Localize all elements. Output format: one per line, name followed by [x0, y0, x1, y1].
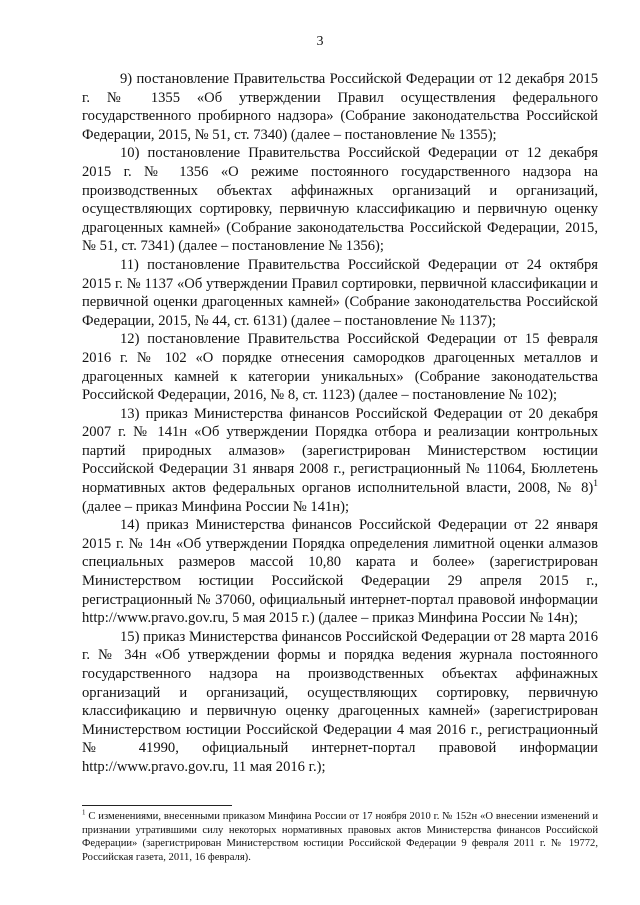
- footnote-1: [82, 810, 598, 864]
- list-item-11: 11) постановление Правительства Российской Федерации от 24 октября 2015 г. № 1137 «Об утверждении Правил сортировки, первичной классификации и первичной оценки драгоценных камней» (Собрание законодательства Российской Федерации, 2015, № 44, ст. 6131) (далее – постановление № 1137);: [82, 256, 598, 329]
- footnote-separator: [82, 805, 232, 806]
- footnotes: [82, 810, 598, 864]
- footnote-text: С изменениями, внесенными приказом Минфина России от 17 ноября 2010 г. № 152н «О внесении изменений и признании утратившими силу некоторых нормативных правовых актов Министерства финансов Российской Федерации» (зарегистрирован Министерством юстиции Российской Федерации 9 февраля 2011 г. № 19772, Российская газета, 2011, 16 февраля).: [82, 811, 598, 863]
- document-body: [82, 70, 598, 777]
- footnote-mark: 1: [82, 809, 86, 817]
- list-item-13-text: 13) приказ Министерства финансов Российской Федерации от 20 декабря 2007 г. № 141н «Об утверждении Порядка отбора и реализации контрольных партий природных алмазов» (зарегистрирован Министерством юстиции Российской Федерации 31 января 2008 г., регистрационный № 11064, Бюллетень нормативных актов федеральных органов исполнительной власти, 2008, № 8): [82, 405, 598, 497]
- list-item-12: 12) постановление Правительства Российской Федерации от 15 февраля 2016 г. № 102 «О порядке отнесения самородков драгоценных металлов и драгоценных камней к категории уникальных» (Собрание законодательства Российской Федерации, 2016, № 8, ст. 1123) (далее – постановление № 102);: [82, 331, 598, 404]
- list-item-13-text-end: (далее – приказ Минфина России № 141н);: [82, 498, 350, 515]
- page-number: 3: [316, 34, 324, 49]
- list-item-13: [82, 405, 598, 517]
- list-item-9: 9) постановление Правительства Российской Федерации от 12 декабря 2015 г. № 1355 «Об утверждении Правил осуществления федерального государственного пробирного надзора» (Собрание законодательства Российской Федерации, 2015, № 51, ст. 7340) (далее – постановление № 1355);: [82, 71, 598, 143]
- list-item-15: 15) приказ Министерства финансов Российской Федерации от 28 марта 2016 г. № 34н «Об утверждении формы и порядка ведения журнала постоянного государственного надзора на производственных объектах аффинажных организаций и организаций, осуществляющих сортировку, первичную классификацию и первичную оценку драгоценных камней» (зарегистрирован Министерством юстиции Российской Федерации 4 мая 2016 г., регистрационный № 41990, официальный интернет-портал правовой информации http://www.pravo.gov.ru, 11 мая 2016 г.);: [82, 628, 598, 775]
- footnote-reference: 1: [593, 479, 598, 490]
- list-item-14: 14) приказ Министерства финансов Российской Федерации от 22 января 2015 г. № 14н «Об утверждении Порядка определения лимитной оценки алмазов специальных размеров массой 10,80 карата и более» (зарегистрирован Министерством юстиции Российской Федерации 29 апреля 2015 г., регистрационный № 37060, официальный интернет-портал правовой информации http://www.pravo.gov.ru, 5 мая 2015 г.) (далее – приказ Минфина России № 14н);: [82, 517, 598, 627]
- list-item-10: 10) постановление Правительства Российской Федерации от 12 декабря 2015 г. № 1356 «О режиме постоянного государственного надзора на производственных объектах аффинажных организаций и организаций, осуществляющих сортировку, первичную классификацию и первичную оценку драгоценных камней» (Собрание законодательства Российской Федерации, 2015, № 51, ст. 7341) (далее – постановление № 1356);: [82, 145, 598, 255]
